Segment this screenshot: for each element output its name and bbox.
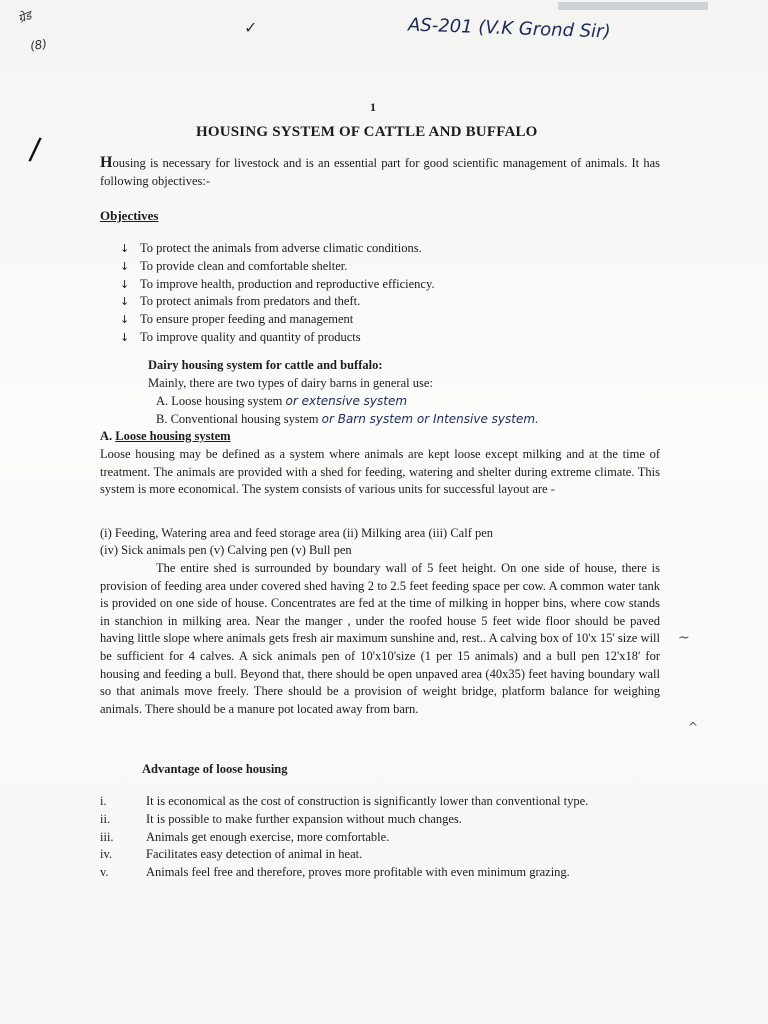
intro-paragraph <box>100 154 660 190</box>
advantages-list <box>100 793 588 882</box>
handwritten-margin-mark: ~ <box>678 630 690 646</box>
document-title: HOUSING SYSTEM OF CATTLE AND BUFFALO <box>196 124 538 140</box>
list-item: iv. Facilitates easy detection of animal in heat. <box>100 847 363 862</box>
handwritten-course-code: AS-201 (V.K Grond Sir) <box>407 14 611 43</box>
arrow-down-icon: ↓ <box>120 277 130 291</box>
loose-housing-heading: A. Loose housing system <box>100 429 231 443</box>
arrow-down-icon: ↓ <box>120 295 130 309</box>
handwritten-corner-note: ग्रेड <box>16 8 34 26</box>
list-item: ↓ To protect animals from predators and theft. <box>120 293 435 311</box>
arrow-down-icon: ↓ <box>120 242 130 255</box>
arrow-down-icon: ↓ <box>120 313 130 327</box>
list-item: ii. It is possible to make further expansion without much changes. <box>100 811 462 826</box>
loose-housing-paragraph: Loose housing may be defined as a system where animals are kept loose except milking and at the time of treatment. The animals are provided with a shed for feeding, watering and shelter during extreme climate. This system is more economical. The system consists of various units for successful layout are - <box>100 447 660 497</box>
units-line-1: (i) Feeding, Watering area and feed storage area (ii) Milking area (iii) Calf pen <box>100 526 494 540</box>
handwritten-annotation: or Barn system or Intensive system. <box>321 412 539 426</box>
list-item: iii. Animals get enough exercise, more comfortable. <box>100 829 390 844</box>
arrow-down-icon: ↓ <box>120 330 130 344</box>
handwritten-annotation: or extensive system <box>285 394 408 408</box>
barn-type-b: B. Conventional housing system or Barn system or Intensive system. <box>156 412 539 426</box>
handwritten-margin-mark-2: ^ <box>688 720 699 734</box>
intro-drop-letter: H <box>100 154 113 171</box>
units-line-2: (iv) Sick animals pen (v) Calving pen (v) Bull pen <box>100 543 352 557</box>
list-item: i. It is economical as the cost of construction is significantly lower than conventional type. <box>100 794 589 808</box>
arrow-down-icon: ↓ <box>120 259 130 273</box>
list-item: ↓ To improve health, production and reproductive efficiency. <box>120 276 435 294</box>
list-item: ↓ To improve quality and quantity of products <box>120 329 435 347</box>
dairy-housing-intro: Mainly, there are two types of dairy barns in general use: <box>148 376 433 390</box>
handwritten-corner-mark: (8) <box>28 36 49 54</box>
dairy-housing-heading: Dairy housing system for cattle and buffalo: <box>148 358 383 372</box>
list-item: ↓ To provide clean and comfortable shelter. <box>120 258 435 276</box>
barn-type-a: A. Loose housing system or extensive system <box>156 394 408 408</box>
intro-text: ousing is necessary for livestock and is an essential part for good scientific management of animals. It has following objectives:- <box>100 156 660 188</box>
advantages-heading: Advantage of loose housing <box>142 762 288 776</box>
objectives-list <box>120 240 435 347</box>
list-item: v. Animals feel free and therefore, proves more profitable with even minimum grazing. <box>100 865 570 880</box>
handwritten-margin-slash: / <box>27 131 43 168</box>
page-number: 1 <box>370 100 376 114</box>
scan-edge-strip <box>558 2 708 10</box>
list-item: ↓ To protect the animals from adverse climatic conditions. <box>120 240 435 258</box>
list-item: ↓ To ensure proper feeding and management <box>120 311 435 329</box>
shed-description-paragraph: The entire shed is surrounded by boundary wall of 5 feet height. On one side of house, there is provision of feeding area under covered shed having 2 to 2.5 feet feeding space per cow. A common water tank is provided on one side of house. Concentrates are fed at the time of milking in hopper bins, where cow stands in stanchion in milking area. Near the manger , under the roofed house 5 feet wide floor should be paved having little slope where animals gets fresh air maximum sunshine and, rest.. A calving box of 10'x 15' size will be sufficient for 4 calves. A sick animals pen of 10'x10'size (1 per 15 animals) and a bull pen 12'x18' for housing and feeding a bull. Beyond that, there should be open unpaved area (40x35) feet having boundary wall so that animals move freely. There should be a provision of weight bridge, platform balance for weighing animals. There should be a manure pot located away from barn. <box>100 561 660 716</box>
handwritten-check-mark: ✓ <box>244 18 258 37</box>
objectives-heading: Objectives <box>100 208 159 223</box>
